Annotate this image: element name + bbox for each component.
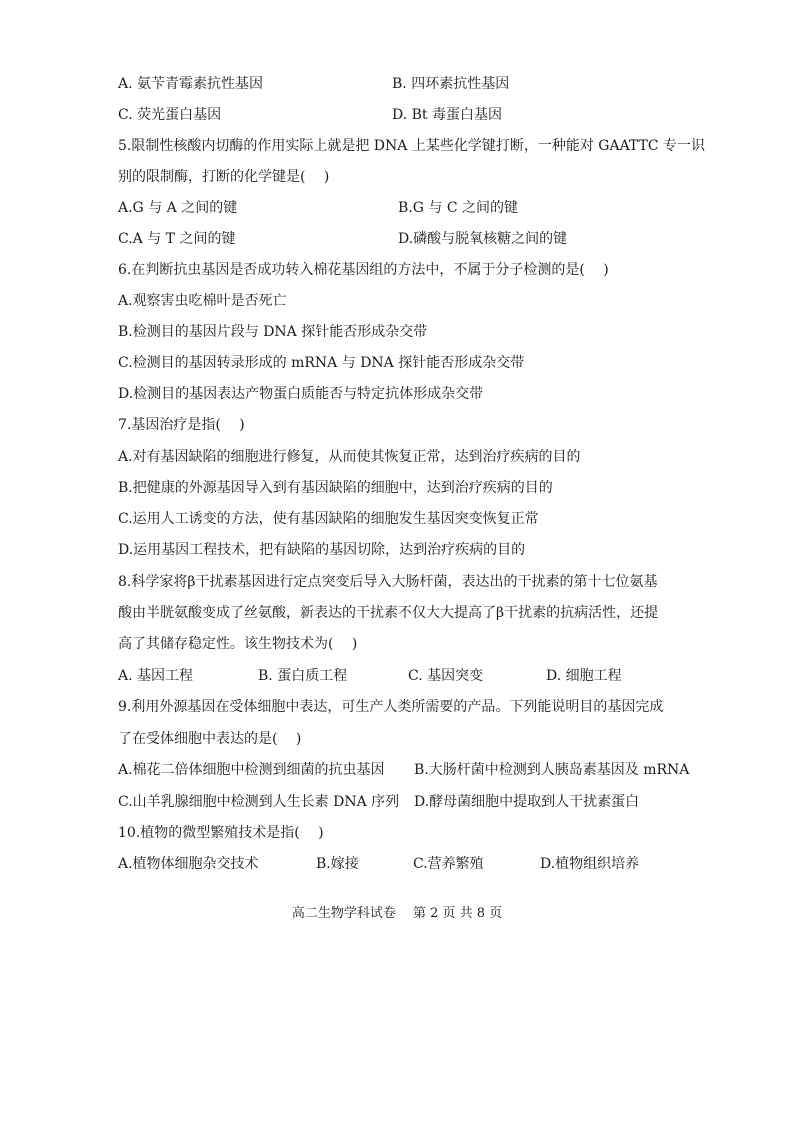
q7-option-c: C.运用人工诱变的方法，使有基因缺陷的细胞发生基因突变恢复正常 <box>118 511 539 527</box>
q6-option-a: A.观察害虫吃棉叶是否死亡 <box>118 293 287 309</box>
q5-option-d: D.磷酸与脱氧核糖之间的键 <box>398 231 568 247</box>
q9-option-d: D.酵母菌细胞中提取到人干扰素蛋白 <box>414 794 640 810</box>
q10-stem: 10.植物的微型繁殖技术是指( ) <box>118 825 324 841</box>
q4-option-b: B. 四环素抗性基因 <box>392 76 510 92</box>
q10-option-d: D.植物组织培养 <box>540 856 640 872</box>
q4-option-d: D. Bt 毒蛋白基因 <box>392 107 502 123</box>
q6-option-c: C.检测目的基因转录形成的 mRNA 与 DNA 探针能否形成杂交带 <box>118 355 525 371</box>
q5-option-a: A.G 与 A 之间的键 <box>118 200 238 216</box>
q5-option-c: C.A 与 T 之间的键 <box>118 231 236 247</box>
q6-option-b: B.检测目的基因片段与 DNA 探针能否形成杂交带 <box>118 324 428 340</box>
q8-option-d: D. 细胞工程 <box>546 668 622 684</box>
q8-stem-line3: 高了其储存稳定性。该生物技术为( ) <box>118 636 358 652</box>
q9-option-c: C.山羊乳腺细胞中检测到人生长素 DNA 序列 <box>118 794 400 810</box>
q5-stem-line1: 5.限制性核酸内切酶的作用实际上就是把 DNA 上某些化学键打断，一种能对 GAATTC 专一识 <box>118 138 706 154</box>
q9-stem-line1: 9.利用外源基因在受体细胞中表达，可生产人类所需要的产品。下列能说明目的基因完成 <box>118 699 664 715</box>
q7-option-a: A.对有基因缺陷的细胞进行修复，从而使其恢复正常，达到治疗疾病的目的 <box>118 449 581 465</box>
q7-option-d: D.运用基因工程技术，把有缺陷的基因切除，达到治疗疾病的目的 <box>118 542 526 558</box>
q5-option-b: B.G 与 C 之间的键 <box>398 200 518 216</box>
q8-option-a: A. 基因工程 <box>118 668 194 684</box>
q8-stem-line1: 8.科学家将β干扰素基因进行定点突变后导入大肠杆菌，表达出的干扰素的第十七位氨基 <box>118 574 658 590</box>
q6-option-d: D.检测目的基因表达产物蛋白质能否与特定抗体形成杂交带 <box>118 386 484 402</box>
q7-stem: 7.基因治疗是指( ) <box>118 417 245 433</box>
q9-option-b: B.大肠杆菌中检测到人胰岛素基因及 mRNA <box>414 762 690 778</box>
q8-option-c: C. 基因突变 <box>408 668 484 684</box>
q9-stem-line2: 了在受体细胞中表达的是( ) <box>118 731 302 747</box>
q7-option-b: B.把健康的外源基因导入到有基因缺陷的细胞中，达到治疗疾病的目的 <box>118 480 553 496</box>
q5-stem-line2: 别的限制酶，打断的化学键是( ) <box>118 169 330 185</box>
q8-stem-line2: 酸由半胱氨酸变成了丝氨酸，新表达的干扰素不仅大大提高了β干扰素的抗病活性，还提 <box>118 605 659 621</box>
q6-stem: 6.在判断抗虫基因是否成功转入棉花基因组的方法中，不属于分子检测的是( ) <box>118 262 609 278</box>
q8-option-b: B. 蛋白质工程 <box>258 668 348 684</box>
q4-option-c: C. 荧光蛋白基因 <box>118 107 222 123</box>
q10-option-c: C.营养繁殖 <box>413 856 484 872</box>
q9-option-a: A.棉花二倍体细胞中检测到细菌的抗虫基因 <box>118 762 385 778</box>
page-footer: 高二生物学科试卷 第 2 页 共 8 页 <box>291 906 503 921</box>
q10-option-a: A.植物体细胞杂交技术 <box>118 856 259 872</box>
q10-option-b: B.嫁接 <box>316 856 359 872</box>
q4-option-a: A. 氨苄青霉素抗性基因 <box>118 76 264 92</box>
